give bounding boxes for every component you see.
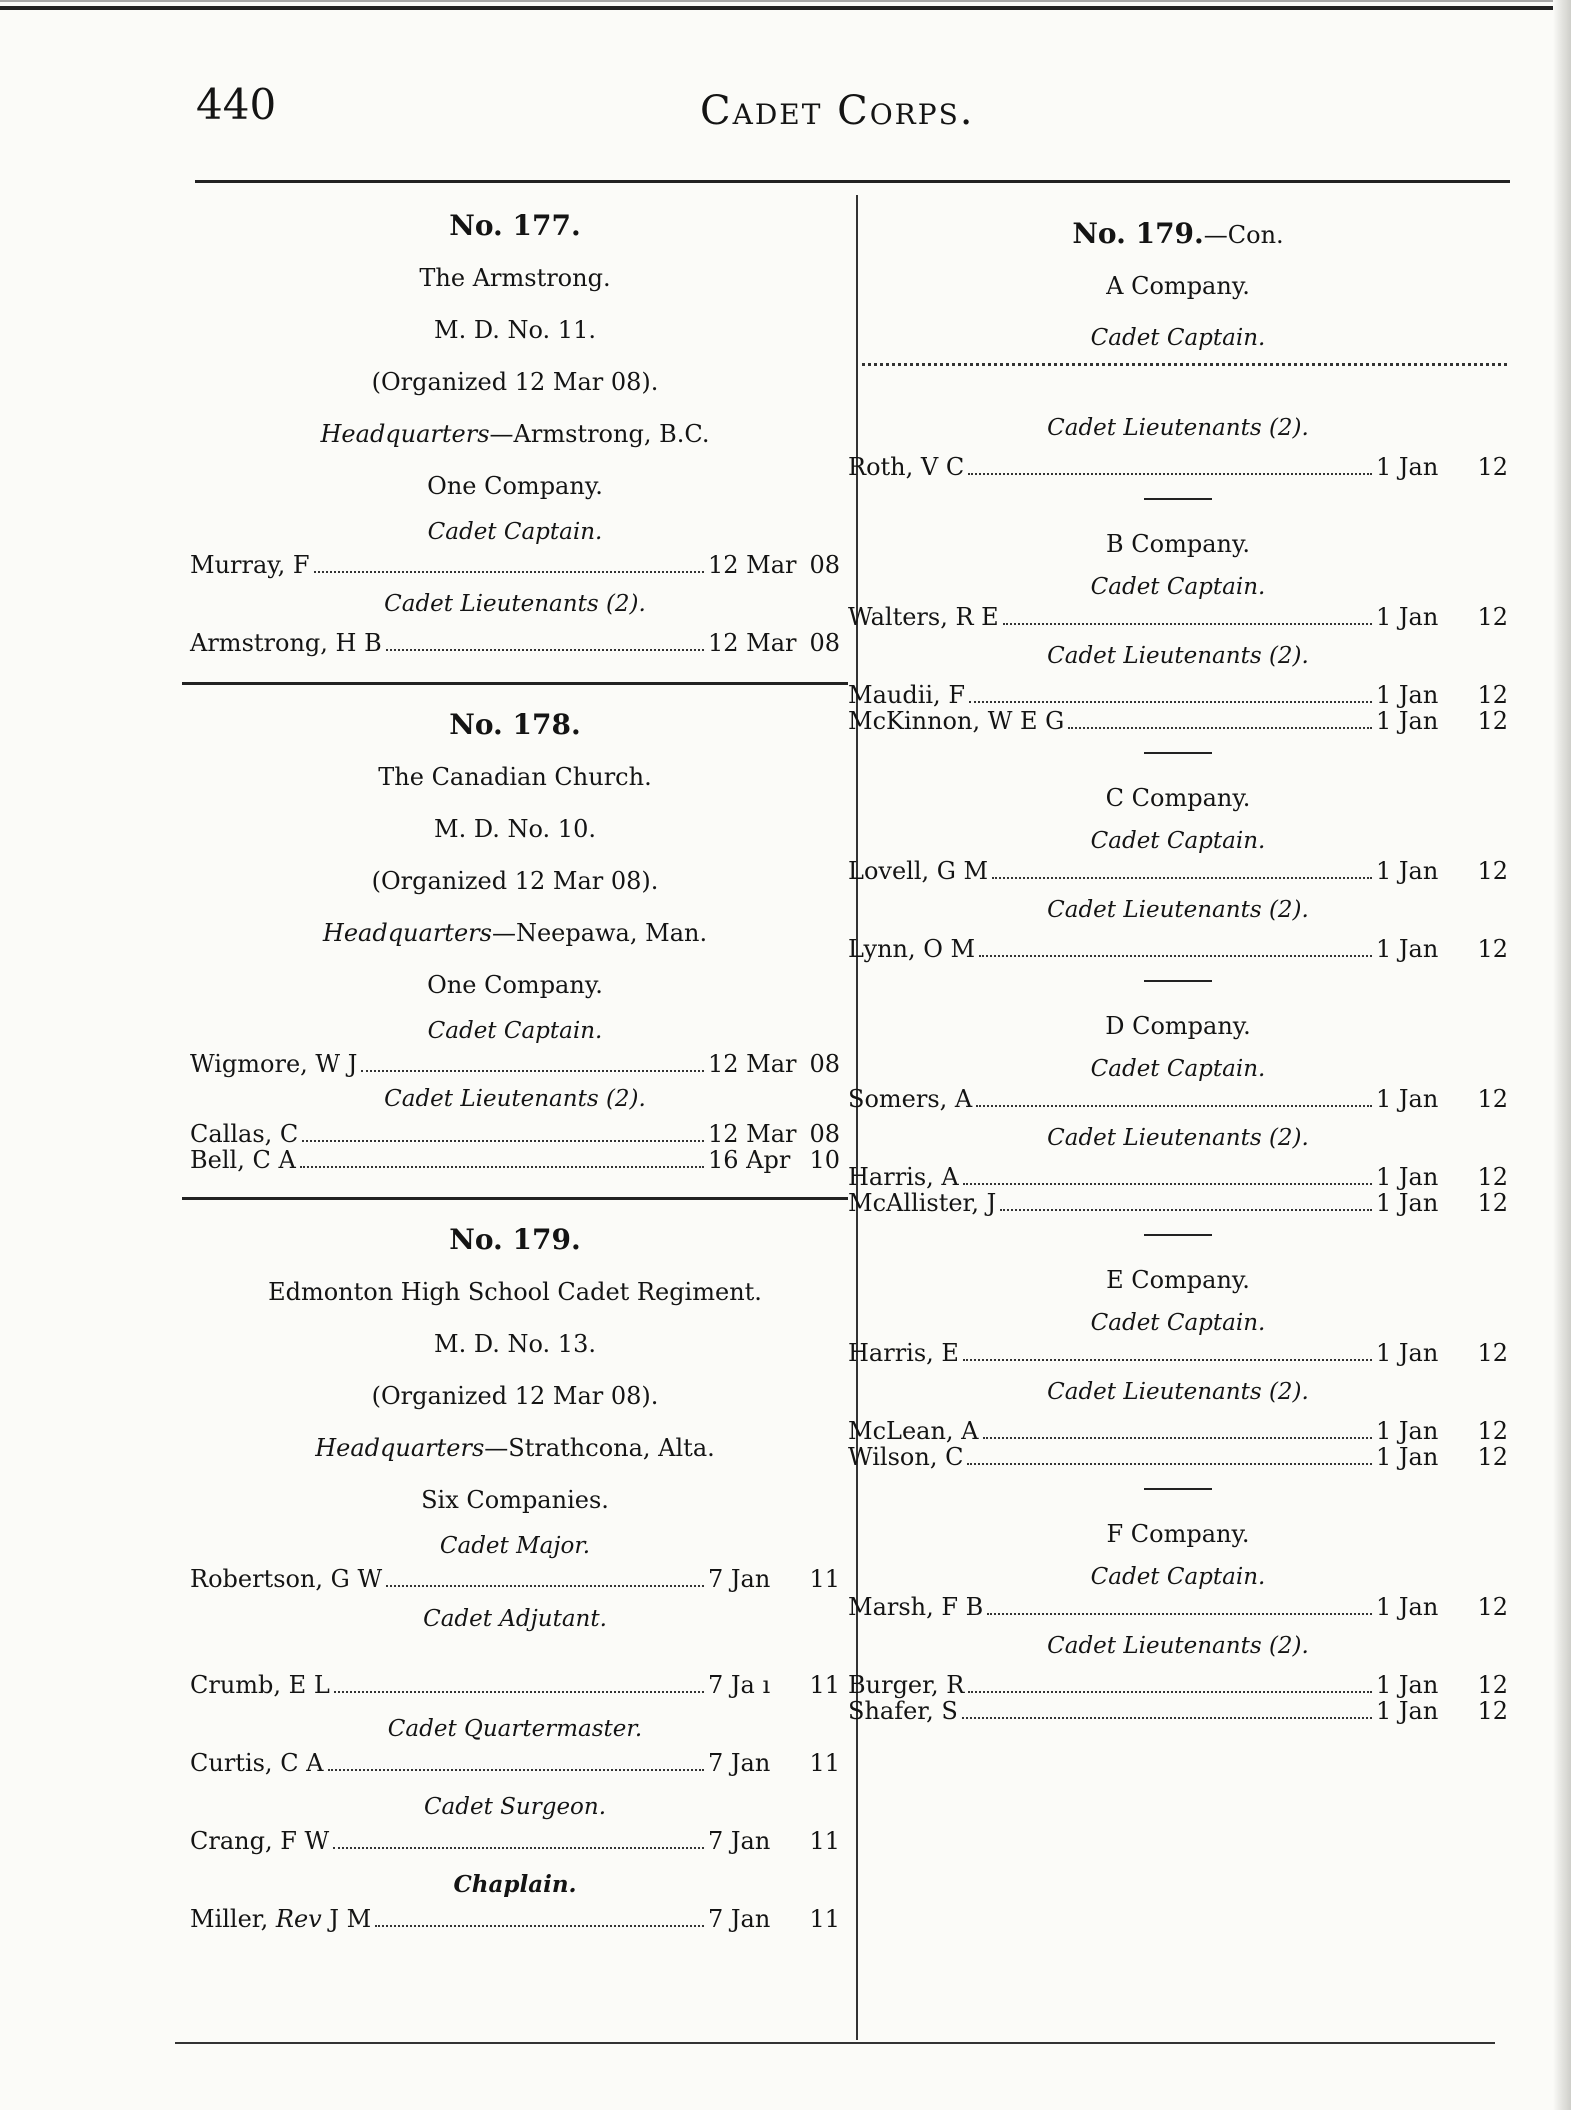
company-f — [848, 1508, 1508, 1724]
commission-date: 7 Jan — [708, 1565, 771, 1593]
header-rule — [195, 180, 1510, 183]
leader-dots — [968, 473, 1372, 475]
commission-date: 1 Jan — [1376, 603, 1439, 631]
commission-date: 1 Jan — [1376, 1417, 1439, 1445]
organized-date: (Organized 12 Mar 08). — [371, 867, 659, 895]
company-count: Six Companies. — [421, 1486, 609, 1514]
commission-year: 08 — [809, 629, 840, 657]
officer-name: Harris, E — [848, 1339, 959, 1367]
leader-dots — [386, 649, 704, 651]
headquarters-place: —Strathcona, Alta. — [484, 1434, 715, 1462]
commission-year: 11 — [809, 1827, 840, 1855]
rank-title: Cadet Captain. — [1090, 1056, 1266, 1082]
officer-name: Wilson, C — [848, 1443, 964, 1471]
leader-dots — [969, 701, 1372, 703]
headquarters-label: Headquarters — [315, 1434, 485, 1462]
officer-name: Murray, F — [190, 551, 310, 579]
officer-entry — [190, 1051, 840, 1077]
headquarters — [190, 907, 840, 959]
commission-date: 1 Jan — [1376, 1671, 1439, 1699]
leader-dots — [968, 1691, 1372, 1693]
footer-rule — [175, 2042, 1495, 2044]
commission-year: 12 — [1477, 1671, 1508, 1699]
company-separator — [1144, 980, 1212, 982]
continued-heading — [848, 208, 1508, 260]
corps-number: No. 179. — [1072, 217, 1204, 250]
commission-year: 12 — [1477, 1593, 1508, 1621]
spacer — [190, 1646, 840, 1672]
leader-dots — [375, 1925, 704, 1927]
commission-year: 12 — [1477, 1189, 1508, 1217]
officer-entry — [190, 1121, 840, 1147]
company-d — [848, 1000, 1508, 1216]
officer-name: Burger, R — [848, 1671, 965, 1699]
company-separator — [1144, 752, 1212, 754]
corps-number: No. 178. — [449, 708, 581, 741]
officer-entry — [848, 604, 1508, 630]
rank-title: Cadet Lieutenants (2). — [1047, 643, 1309, 669]
officer-name: Shafer, S — [848, 1697, 958, 1725]
commission-year: 12 — [1477, 681, 1508, 709]
officer-name: Lynn, O M — [848, 935, 976, 963]
commission-year: 12 — [1477, 935, 1508, 963]
leader-dots — [1000, 1209, 1372, 1211]
commission-date: 1 Jan — [1376, 935, 1439, 963]
page-binding-edge — [1553, 0, 1571, 2110]
commission-date: 1 Jan — [1376, 681, 1439, 709]
officer-entry — [190, 630, 840, 656]
rank-title: Cadet Captain. — [1090, 574, 1266, 600]
commission-date: 12 Mar — [708, 1050, 797, 1078]
leader-dots — [1068, 727, 1372, 729]
company-name: D Company. — [1105, 1012, 1251, 1040]
leader-dots — [963, 1183, 1372, 1185]
leader-dots — [300, 1166, 704, 1168]
commission-year: 12 — [1477, 453, 1508, 481]
officer-entry — [848, 454, 1508, 480]
company-name: C Company. — [1105, 784, 1251, 812]
officer-entry — [848, 1190, 1508, 1216]
organized-date: (Organized 12 Mar 08). — [371, 368, 659, 396]
leader-dots — [967, 1463, 1372, 1465]
company-separator — [1144, 498, 1212, 500]
leader-dots — [979, 955, 1372, 957]
officer-entry — [848, 708, 1508, 734]
corps-name: The Canadian Church. — [378, 763, 652, 791]
company-name: B Company. — [1106, 530, 1250, 558]
company-name: A Company. — [1106, 272, 1250, 300]
officer-entry — [848, 936, 1508, 962]
rank-title: Cadet Lieutenants (2). — [1047, 1633, 1309, 1659]
commission-date: 7 Jan — [708, 1749, 771, 1777]
headquarters — [190, 1422, 840, 1474]
rank-title: Cadet Lieutenants (2). — [384, 591, 646, 617]
officer-entry — [848, 1698, 1508, 1724]
officer-entry — [848, 682, 1508, 708]
leader-dots — [976, 1105, 1372, 1107]
officer-entry — [190, 1828, 840, 1854]
commission-year: 12 — [1477, 603, 1508, 631]
officer-name: McKinnon, W E G — [848, 707, 1065, 735]
officer-name-part: Miller, — [190, 1905, 276, 1933]
rank-title: Cadet Lieutenants (2). — [1047, 415, 1309, 441]
officer-entry — [848, 1418, 1508, 1444]
commission-year: 12 — [1477, 1163, 1508, 1191]
officer-entry — [848, 1164, 1508, 1190]
commission-date: 12 Mar — [708, 629, 797, 657]
rank-title: Cadet Lieutenants (2). — [1047, 1379, 1309, 1405]
top-edge-shadow — [0, 0, 1571, 2]
commission-date: 1 Jan — [1376, 857, 1439, 885]
leader-dots — [333, 1847, 704, 1849]
corps-179 — [190, 1214, 840, 1932]
rank-title: Chaplain. — [453, 1871, 577, 1898]
officer-name: Callas, C — [190, 1120, 299, 1148]
commission-date: 1 Jan — [1376, 707, 1439, 735]
headquarters-place: —Armstrong, B.C. — [489, 420, 710, 448]
rank-title: Cadet Major. — [439, 1533, 591, 1559]
officer-entry — [190, 552, 840, 578]
rank-title: Cadet Quartermaster. — [387, 1716, 643, 1742]
company-name: E Company. — [1106, 1266, 1250, 1294]
commission-year: 12 — [1477, 1443, 1508, 1471]
officer-entry — [190, 1672, 840, 1698]
organized-date: (Organized 12 Mar 08). — [371, 1382, 659, 1410]
officer-entry — [848, 1340, 1508, 1366]
commission-year: 12 — [1477, 1697, 1508, 1725]
rank-title: Cadet Captain. — [1090, 325, 1266, 351]
corps-number: No. 177. — [449, 209, 581, 242]
leader-dots — [302, 1140, 704, 1142]
officer-name: Crumb, E L — [190, 1671, 330, 1699]
officer-name: Roth, V C — [848, 453, 965, 481]
leader-dots — [334, 1691, 704, 1693]
commission-year: 12 — [1477, 1339, 1508, 1367]
commission-year: 12 — [1477, 1085, 1508, 1113]
corps-number: No. 179. — [449, 1223, 581, 1256]
commission-date: 1 Jan — [1376, 1697, 1439, 1725]
officer-entry — [848, 1672, 1508, 1698]
officer-name: Marsh, F B — [848, 1593, 984, 1621]
company-name: F Company. — [1106, 1520, 1250, 1548]
rank-title: Cadet Surgeon. — [423, 1794, 607, 1820]
commission-date: 12 Mar — [708, 1120, 797, 1148]
rank-title: Cadet Captain. — [1090, 1310, 1266, 1336]
leader-dots — [987, 1613, 1372, 1615]
officer-name: Harris, A — [848, 1163, 959, 1191]
officer-title-rev: Rev — [275, 1905, 322, 1933]
officer-name: Armstrong, H B — [190, 629, 382, 657]
officer-name: Crang, F W — [190, 1827, 330, 1855]
rank-title: Cadet Lieutenants (2). — [384, 1086, 646, 1112]
officer-entry — [848, 1086, 1508, 1112]
commission-year: 11 — [809, 1565, 840, 1593]
commission-date: 12 Mar — [708, 551, 797, 579]
leader-dots — [962, 1717, 1372, 1719]
leader-dots — [314, 571, 704, 573]
rank-title: Cadet Captain. — [1090, 828, 1266, 854]
officer-entry — [848, 1594, 1508, 1620]
top-edge-line — [0, 6, 1571, 10]
company-e — [848, 1254, 1508, 1470]
page-number: 440 — [196, 80, 277, 129]
headquarters-label: Headquarters — [322, 919, 492, 947]
officer-name: Bell, C A — [190, 1146, 296, 1174]
commission-year: 11 — [809, 1671, 840, 1699]
officer-name: Robertson, G W — [190, 1565, 383, 1593]
company-b — [848, 518, 1508, 734]
officer-entry — [848, 1444, 1508, 1470]
left-column — [190, 200, 840, 1932]
company-a — [848, 260, 1508, 480]
headquarters — [190, 408, 840, 460]
commission-year: 12 — [1477, 857, 1508, 885]
commission-date: 7 Jan — [708, 1905, 771, 1933]
rank-title: Cadet Captain. — [427, 1018, 603, 1044]
commission-date: 7 Jan — [708, 1827, 771, 1855]
section-rule — [182, 682, 848, 685]
corps-name: The Armstrong. — [419, 264, 611, 292]
section-rule — [182, 1197, 848, 1200]
corps-177 — [190, 200, 840, 656]
leader-dots — [963, 1359, 1372, 1361]
officer-name: Maudii, F — [848, 681, 965, 709]
company-count: One Company. — [427, 472, 603, 500]
officer-name: Walters, R E — [848, 603, 999, 631]
headquarters-place: —Neepawa, Man. — [491, 919, 708, 947]
company-separator — [1144, 1234, 1212, 1236]
commission-year: 12 — [1477, 707, 1508, 735]
officer-name: McAllister, J — [848, 1189, 997, 1217]
officer-name-part: J M — [321, 1905, 372, 1933]
leader-dots — [983, 1437, 1372, 1439]
military-district: M. D. No. 13. — [434, 1330, 596, 1358]
rank-title: Cadet Lieutenants (2). — [1047, 1125, 1309, 1151]
officer-entry — [848, 858, 1508, 884]
officer-entry — [190, 1147, 840, 1173]
leader-dots — [361, 1070, 704, 1072]
leader-dots — [386, 1585, 704, 1587]
officer-name: Wigmore, W J — [190, 1050, 358, 1078]
right-column — [848, 200, 1508, 1724]
commission-year: 11 — [809, 1749, 840, 1777]
rank-title: Cadet Adjutant. — [423, 1606, 607, 1632]
officer-name: McLean, A — [848, 1417, 979, 1445]
corps-178 — [190, 699, 840, 1173]
company-count: One Company. — [427, 971, 603, 999]
leader-dots — [992, 877, 1372, 879]
officer-name: Somers, A — [848, 1085, 973, 1113]
commission-date: 1 Jan — [1376, 1163, 1439, 1191]
commission-date: 16 Apr — [708, 1146, 791, 1174]
corps-name: Edmonton High School Cadet Regiment. — [268, 1278, 762, 1306]
commission-year: 08 — [809, 1050, 840, 1078]
commission-year: 12 — [1477, 1417, 1508, 1445]
military-district: M. D. No. 10. — [434, 815, 596, 843]
commission-date: 1 Jan — [1376, 1189, 1439, 1217]
leader-dots — [1003, 623, 1372, 625]
commission-date: 1 Jan — [1376, 1339, 1439, 1367]
running-head: Cadet Corps. — [700, 88, 975, 134]
commission-date: 7 Ja ı — [708, 1671, 771, 1699]
officer-name: Lovell, G M — [848, 857, 989, 885]
company-separator — [1144, 1488, 1212, 1490]
rank-title: Cadet Captain. — [1090, 1564, 1266, 1590]
officer-entry — [190, 1906, 840, 1932]
company-c — [848, 772, 1508, 962]
officer-entry — [190, 1750, 840, 1776]
commission-year: 11 — [809, 1905, 840, 1933]
commission-year: 10 — [809, 1146, 840, 1174]
commission-year: 08 — [809, 1120, 840, 1148]
officer-entry — [190, 1566, 840, 1592]
commission-date: 1 Jan — [1376, 453, 1439, 481]
commission-date: 1 Jan — [1376, 1085, 1439, 1113]
commission-date: 1 Jan — [1376, 1593, 1439, 1621]
rank-title: Cadet Captain. — [427, 519, 603, 545]
military-district: M. D. No. 11. — [434, 316, 596, 344]
headquarters-label: Headquarters — [320, 420, 490, 448]
commission-year: 08 — [809, 551, 840, 579]
commission-date: 1 Jan — [1376, 1443, 1439, 1471]
rank-title: Cadet Lieutenants (2). — [1047, 897, 1309, 923]
continued-label: —Con. — [1203, 221, 1284, 249]
leader-dots — [328, 1769, 704, 1771]
officer-name — [190, 1906, 371, 1932]
spacer — [848, 364, 1508, 402]
officer-name: Curtis, C A — [190, 1749, 324, 1777]
